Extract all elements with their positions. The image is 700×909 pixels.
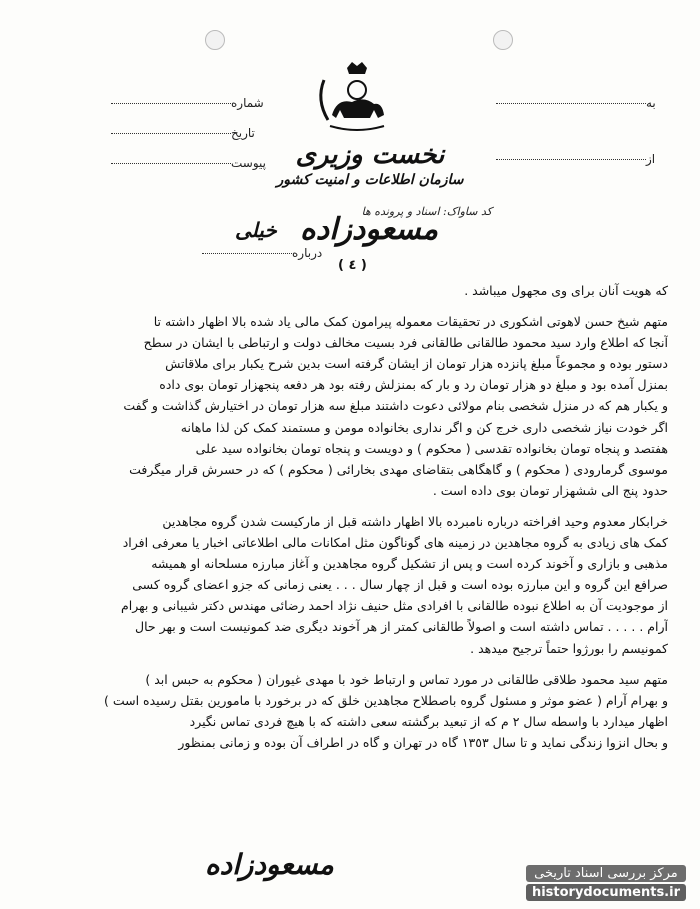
- paragraph: [28, 511, 668, 659]
- field-number-line: [111, 103, 231, 104]
- paragraph: [28, 280, 668, 301]
- field-from-label: از: [646, 152, 656, 166]
- text-line: و بحال انزوا زندگی نماید و تا سال ١٣٥٣ گاه در تهران و گاه در اطراف آن بوده و زمانی بمنظور: [178, 734, 668, 750]
- agency-title: [270, 140, 470, 188]
- document-body: [28, 280, 668, 753]
- field-date-line: [111, 133, 231, 134]
- field-date-label: تاریخ: [231, 126, 255, 140]
- text-line: آنجا که اطلاع وارد سید محمود طالقانی طالقانی فرد بسیت مخالف دولت و ارتباطی با ایشان در سطح: [143, 335, 668, 351]
- punch-hole-right: [493, 30, 513, 50]
- punch-hole-left: [205, 30, 225, 50]
- field-subject-line: [202, 253, 292, 254]
- text-line: متهم سید محمود طلاقی طالقانی در مورد تماس و ارتباط خود با مهدی غیوران ( محکوم به حبس ابد ): [145, 671, 668, 687]
- text-line: صرافع این گروه و این مبارزه بوده است و قبل از چهار سال . . . یعنی زمانی که جزو اعضای گروه کسی: [132, 577, 668, 593]
- text-line: موسوی گرمارودی ( محکوم ) و گاهگاهی بتقاضای مهدی بخارائی ( محکوم ) که در حسرش قرار میگرفت: [129, 461, 668, 477]
- text-line: بمنزل آمده بود و مبلغ دو هزار تومان رد و بار که بمنزلش رفته بود هر دفعه پنجهزار تومان بوی داده: [159, 377, 668, 393]
- field-number-label: شماره: [231, 96, 264, 110]
- field-date: [105, 126, 255, 140]
- handwritten-name-top: مسعودزاده: [300, 212, 439, 247]
- field-to: [490, 96, 656, 110]
- page-number: ( ٤ ): [338, 258, 367, 273]
- text-line: دستور بوده و مجموعاً مبلغ پانزده هزار تومان از ایشان گرفته است بدین شرح یکبار برای ملاقاتش: [165, 356, 668, 372]
- field-to-line: [496, 103, 646, 104]
- text-line: اگر خودت نیاز شخصی داری خرج کن و اگر نداری بخانواده مومن و مستمند کمک کن لذا ماهانه: [180, 419, 668, 435]
- agency-title-sub: سازمان اطلاعات و امنیت کشور: [276, 172, 464, 188]
- lion-and-sun-emblem-icon: [312, 60, 402, 135]
- text-line: اظهار میدارد با واسطه سال ٢ م که از تبعید برگشته سعی داشته که با هیچ فردی تماس نگیرد: [189, 713, 668, 729]
- text-line: مذهبی و بازاری و آخوند کرده است و پس از تشکیل گروه مجاهدین و آغاز مبارزه مسلحانه او همیشه: [151, 556, 668, 572]
- field-attachment-line: [111, 163, 231, 164]
- field-attachment-label: پیوست: [231, 156, 266, 170]
- text-line: و یکبار هم که در منزل شخصی بنام مولائی دعوت داشتند مبلغ سه هزار تومان در اختیارش گذاشت و گفت: [123, 398, 668, 414]
- watermark-fa: مرکز بررسی اسناد تاریخی: [526, 865, 686, 882]
- text-line: آرام . . . . . تماس داشته است و اصولاً طالقانی کمتر از هر آخوند دیگری ضد کمونیست است و بهر حال: [135, 619, 668, 635]
- handwritten-name-bottom: مسعودزاده: [205, 848, 334, 881]
- text-line: حدود پنج الی ششهزار تومان بوی داده است .: [432, 482, 668, 498]
- field-attachment: [105, 156, 266, 170]
- watermark: [526, 865, 686, 901]
- field-subject: [196, 246, 322, 260]
- field-number: [105, 96, 264, 110]
- text-line: متهم شیخ حسن لاهوتی اشکوری در تحقیقات معموله پیرامون کمک مالی یاد شده بالا اظهار داشته تا: [153, 314, 668, 330]
- field-from: [490, 152, 655, 166]
- watermark-en: historydocuments.ir: [526, 884, 686, 901]
- text-line: که هویت آنان برای وی مجهول میباشد .: [464, 283, 668, 298]
- text-line: کمونیسم را بورژوا حتماً ترجیح میدهد .: [470, 640, 668, 656]
- field-from-line: [496, 159, 646, 160]
- text-line: و بهرام آرام ( عضو موثر و مسئول گروه باصطلاح مجاهدین خلق که در برخورد با مامورین بقتل رسیده است ): [104, 692, 668, 708]
- paragraph: [28, 311, 668, 501]
- paragraph: [28, 669, 668, 753]
- field-subject-label: درباره: [292, 246, 323, 260]
- handwritten-note-left: خیلی: [235, 218, 277, 242]
- text-line: از موجودیت آن به اطلاع نبوده طالقانی با افرادی مثل حنیف نژاد احمد رضائی مهندس دکتر شیبانی و بهرام: [121, 598, 668, 614]
- text-line: کمک های زیادی به گروه مجاهدین در زمینه های گوناگون مثل امکانات مالی اطلاعاتی اخبار یا معرفی افراد: [122, 535, 668, 551]
- text-line: هفتصد و پنجاه تومان بخانواده تقدسی ( محکوم ) و دویست و پنجاه تومان بخانواده سید علی: [195, 440, 668, 456]
- agency-title-main: نخست وزیری: [295, 140, 445, 170]
- stamp-text: کد ساواک: اسناد و پرونده ها: [361, 205, 492, 218]
- field-to-label: به: [646, 96, 656, 110]
- text-line: خرابکار معدوم وحید افراخته درباره نامبرده بالا اظهار داشته قبل از مارکیست شدن گروه مجاهدین: [162, 513, 668, 529]
